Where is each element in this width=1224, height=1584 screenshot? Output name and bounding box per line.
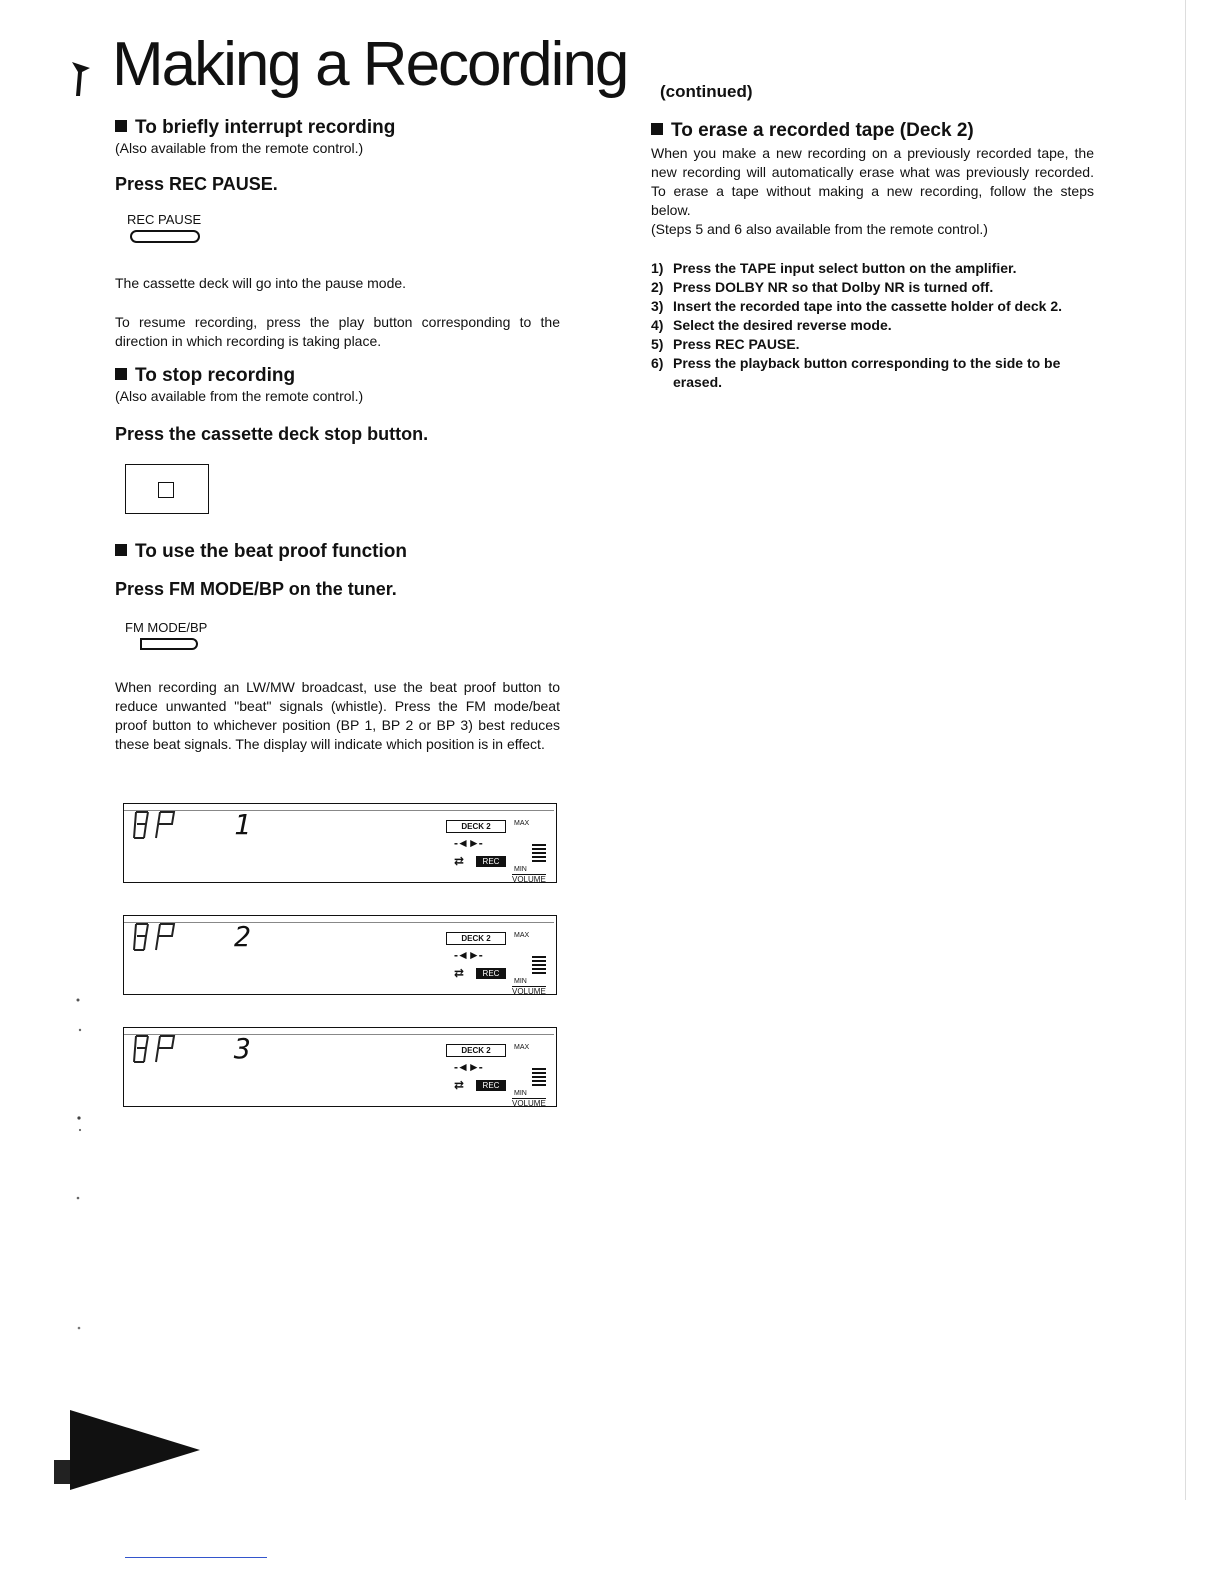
fm-mode-bp-label: FM MODE/BP xyxy=(125,620,208,635)
volume-bars-icon xyxy=(532,844,546,864)
erase-note: (Steps 5 and 6 also available from the remote control.) xyxy=(651,221,988,237)
interrupt-para-1: The cassette deck will go into the pause mode. xyxy=(115,275,407,291)
rec-pause-label: REC PAUSE xyxy=(127,212,202,227)
deck-indicator: DECK 2 xyxy=(446,820,506,833)
volume-min-label: MIN xyxy=(514,866,527,873)
volume-bars-icon xyxy=(532,1068,546,1088)
scan-speck-marks-icon xyxy=(74,990,86,1350)
erase-steps-list xyxy=(651,259,1096,392)
direction-arrows-icon: -◄►- xyxy=(454,836,482,850)
volume-bars-icon xyxy=(532,956,546,976)
rec-pause-button[interactable] xyxy=(130,230,200,243)
rec-indicator: REC xyxy=(476,1080,506,1091)
list-item: 4) Select the desired reverse mode. xyxy=(651,317,892,333)
volume-max-label: MAX xyxy=(514,932,530,939)
column-rule xyxy=(1185,0,1186,1500)
stop-instruction: Press the cassette deck stop button. xyxy=(115,424,429,444)
erase-intro: When you make a new recording on a previously recorded tape, the new recording will automatically erase what was previously recorded. To erase a tape without making a new recording, follow the steps below. xyxy=(651,145,1094,218)
fm-mode-bp-button[interactable] xyxy=(140,638,198,650)
reverse-mode-icon: ⇄ xyxy=(454,1078,465,1092)
footer-rule xyxy=(125,1557,267,1558)
interrupt-para-2: To resume recording, press the play button corresponding to the direction in which recording is taking place. xyxy=(115,314,560,349)
display-bp3 xyxy=(123,1027,557,1107)
stop-note: (Also available from the remote control.) xyxy=(115,388,364,404)
beatproof-para: When recording an LW/MW broadcast, use the beat proof button to reduce unwanted "beat" signals (whistle). Press the FM mode/beat proof button to whichever position (BP 1, BP 2 or BP 3) best reduces these beat signals. The display will indicate which position is in effect. xyxy=(115,679,560,752)
volume-label: VOLUME xyxy=(512,1099,546,1108)
bp-digit: 1 xyxy=(234,808,251,841)
stop-heading: To stop recording xyxy=(115,365,295,387)
reverse-mode-icon: ⇄ xyxy=(454,854,465,868)
reverse-mode-icon: ⇄ xyxy=(454,966,465,980)
direction-arrows-icon: -◄►- xyxy=(454,1060,482,1074)
beatproof-heading: To use the beat proof function xyxy=(115,541,407,563)
interrupt-note: (Also available from the remote control.) xyxy=(115,140,364,156)
title-marker-icon xyxy=(70,58,92,98)
bp-digit: 3 xyxy=(234,1032,251,1065)
volume-label: VOLUME xyxy=(512,987,546,996)
volume-min-label: MIN xyxy=(514,1090,527,1097)
interrupt-heading: To briefly interrupt recording xyxy=(115,117,395,139)
bp-digit: 2 xyxy=(234,920,251,953)
bullet-square-icon xyxy=(115,368,127,380)
list-item: 5) Press REC PAUSE. xyxy=(651,336,800,352)
display-bp2 xyxy=(123,915,557,995)
rec-indicator: REC xyxy=(476,968,506,979)
deck-indicator: DECK 2 xyxy=(446,932,506,945)
continued-label: (continued) xyxy=(660,82,753,101)
page-title: Making a Recording xyxy=(112,30,628,99)
list-item: 6) Press the playback button corresponding to the side to be erased. xyxy=(651,355,1061,390)
list-item: 2) Press DOLBY NR so that Dolby NR is turned off. xyxy=(651,279,994,295)
volume-max-label: MAX xyxy=(514,820,530,827)
erase-heading: To erase a recorded tape (Deck 2) xyxy=(651,120,974,142)
deck-indicator: DECK 2 xyxy=(446,1044,506,1057)
volume-max-label: MAX xyxy=(514,1044,530,1051)
rec-indicator: REC xyxy=(476,856,506,867)
bullet-square-icon xyxy=(115,544,127,556)
display-bp1 xyxy=(123,803,557,883)
list-item: 1) Press the TAPE input select button on the amplifier. xyxy=(651,260,1017,276)
volume-label: VOLUME xyxy=(512,875,546,884)
stop-square-icon xyxy=(158,482,174,498)
direction-arrows-icon: -◄►- xyxy=(454,948,482,962)
stop-button[interactable] xyxy=(125,464,209,514)
bullet-square-icon xyxy=(115,120,127,132)
volume-min-label: MIN xyxy=(514,978,527,985)
list-item: 3) Insert the recorded tape into the cassette holder of deck 2. xyxy=(651,298,1062,314)
page-corner-arrow-icon xyxy=(40,1410,210,1500)
beatproof-instruction: Press FM MODE/BP on the tuner. xyxy=(115,579,397,599)
interrupt-instruction: Press REC PAUSE. xyxy=(115,174,278,194)
bullet-square-icon xyxy=(651,123,663,135)
